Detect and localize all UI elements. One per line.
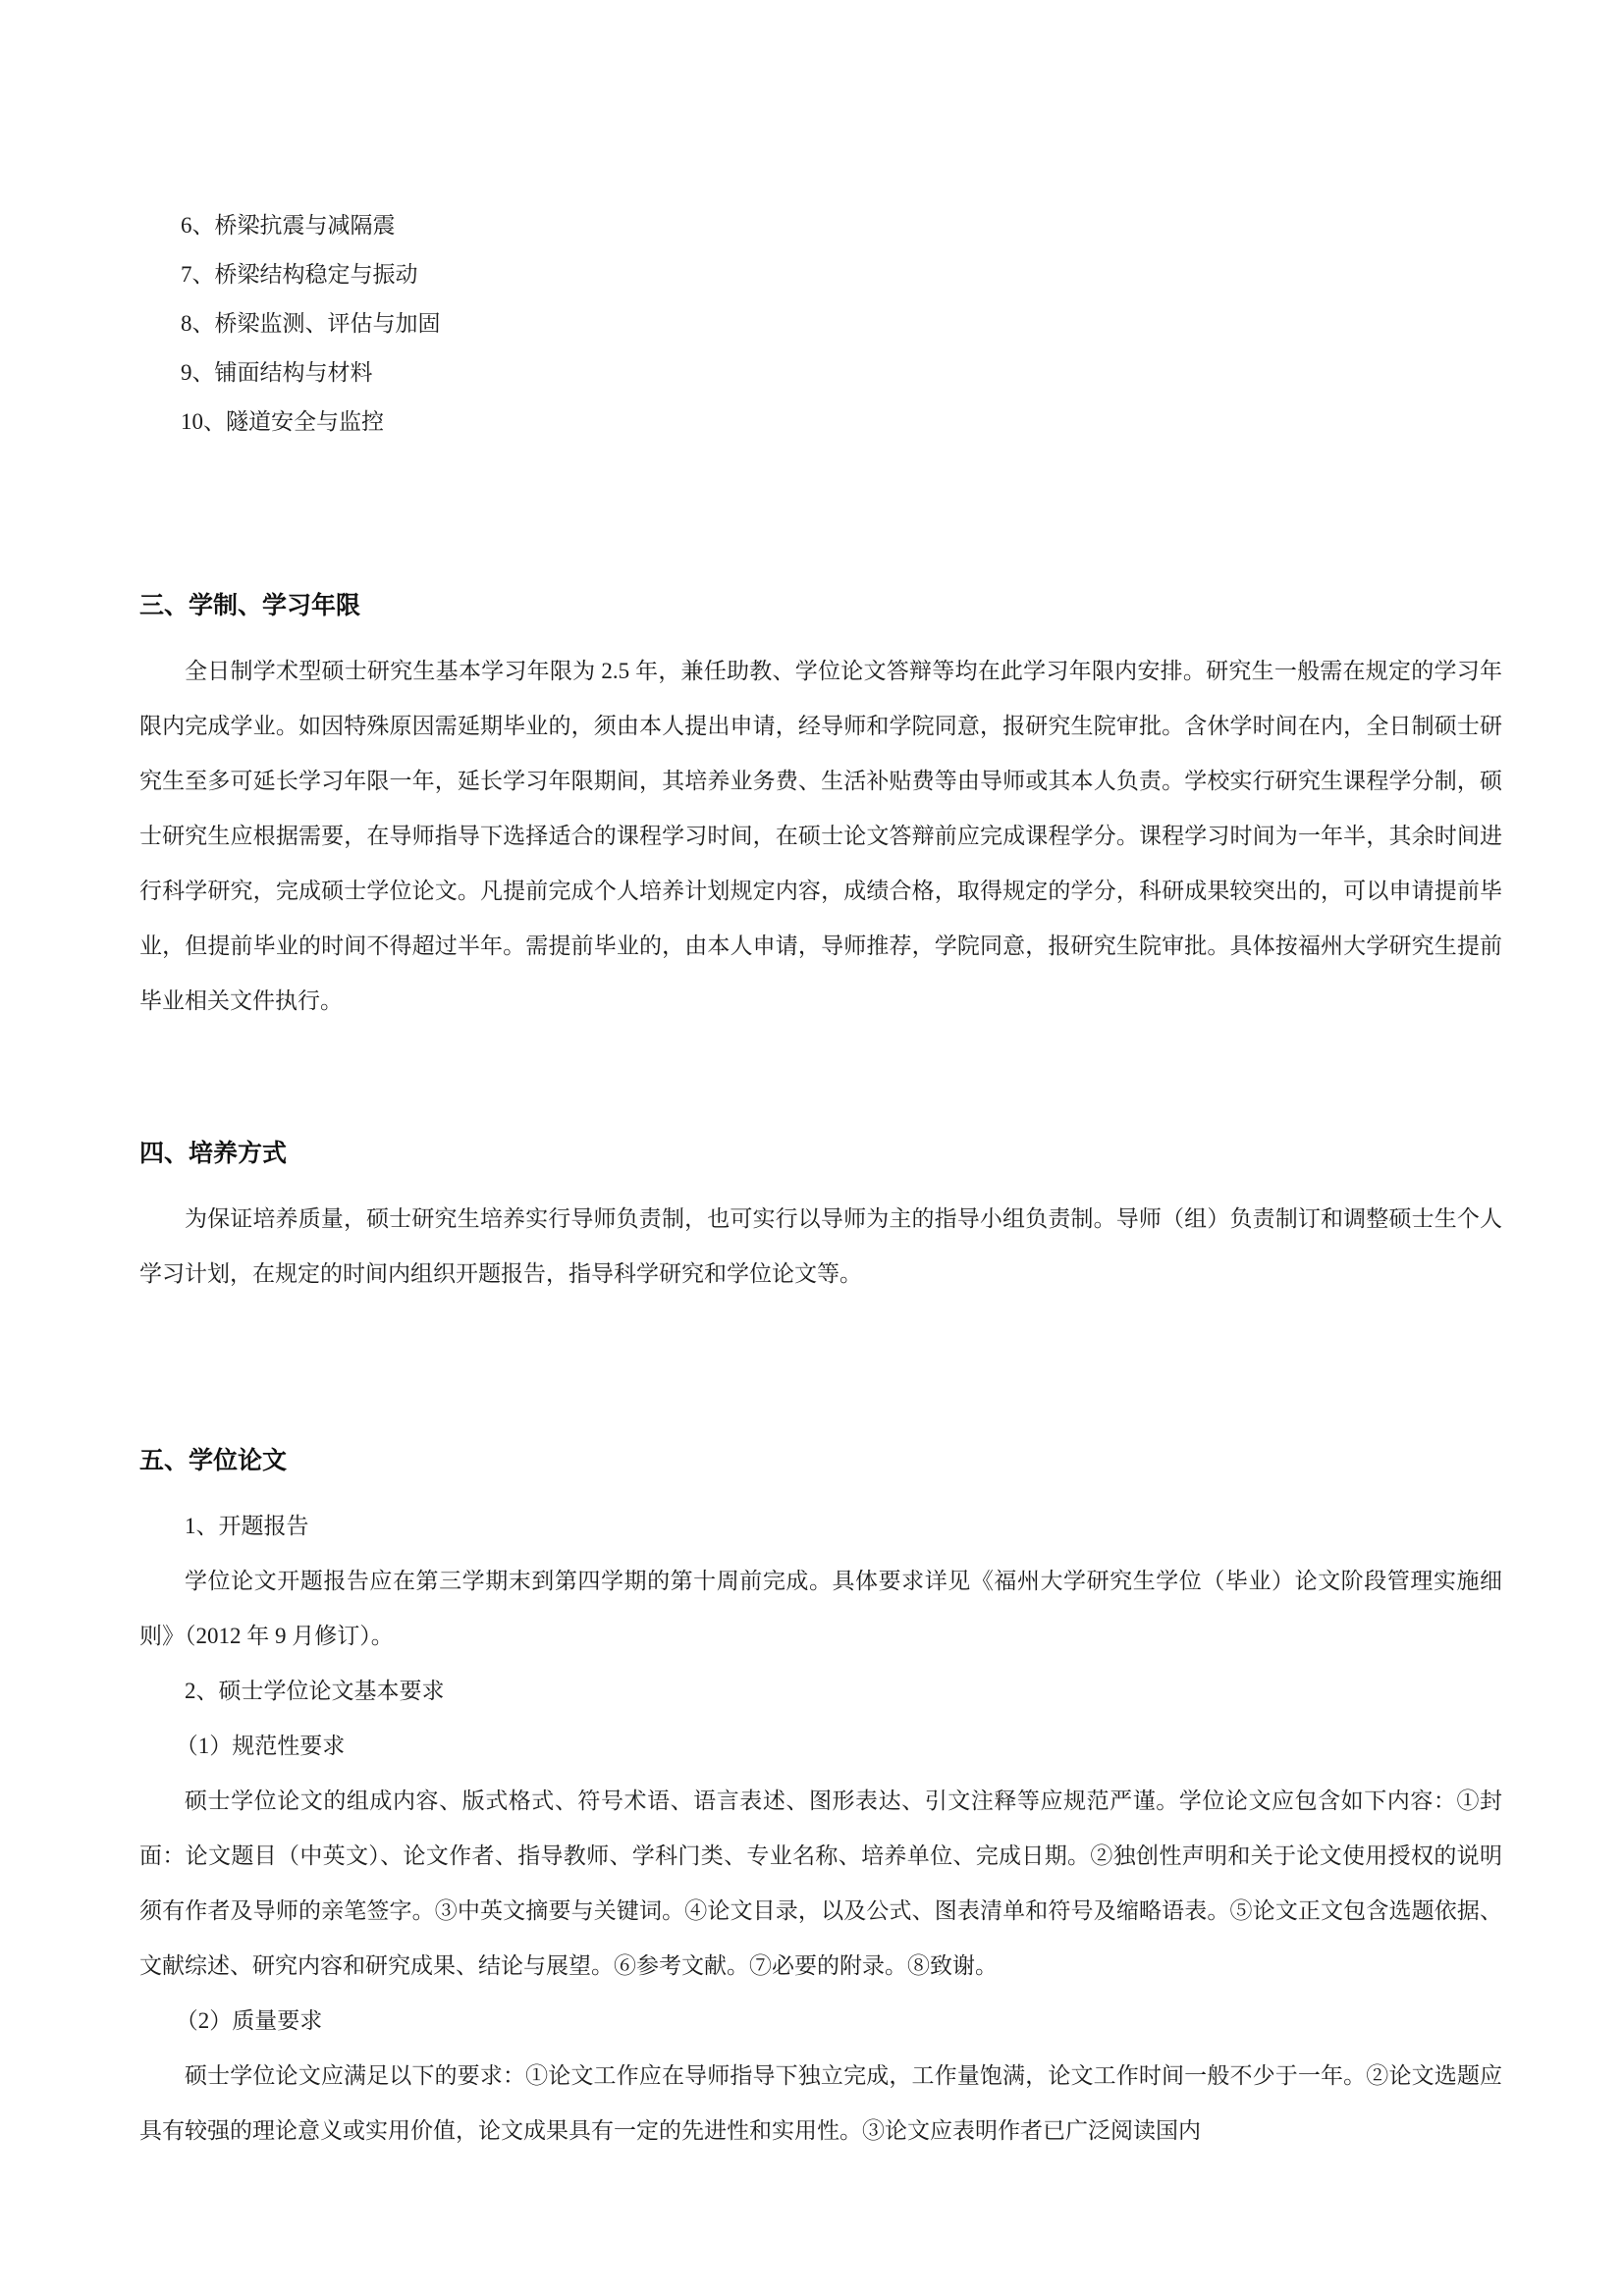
section-heading-training-mode: 四、培养方式 xyxy=(139,1141,288,1167)
section-degree-thesis xyxy=(139,1442,1502,2159)
subsection-proposal-paragraph: 学位论文开题报告应在第三学期末到第四学期的第十周前完成。具体要求详见《福州大学研究生学位（毕业）论文阶段管理实施细则》（2012 年 9 月修订）。 xyxy=(139,1569,1502,1648)
subsubsection-quality-paragraph: 硕士学位论文应满足以下的要求：①论文工作应在导师指导下独立完成，工作量饱满，论文工作时间一般不少于一年。②论文选题应具有较强的理论意义或实用价值，论文成果具有一定的先进性和实用性。③论文应表明作者已广泛阅读国内 xyxy=(139,2063,1502,2143)
research-topics-list xyxy=(139,201,1502,447)
section-training-mode-paragraph: 为保证培养质量，硕士研究生培养实行导师负责制，也可实行以导师为主的指导小组负责制。导师（组）负责制订和调整硕士生个人学习计划，在规定的时间内组织开题报告，指导科学研究和学位论文等。 xyxy=(139,1206,1502,1286)
section-heading-study-length: 三、学制、学习年限 xyxy=(139,593,361,619)
topic-item-6: 6、桥梁抗震与减隔震 xyxy=(181,213,396,238)
subsection-title-thesis-requirements: 2、硕士学位论文基本要求 xyxy=(185,1679,445,1703)
topic-item-8: 8、桥梁监测、评估与加固 xyxy=(181,311,441,336)
subsection-title-proposal: 1、开题报告 xyxy=(185,1514,309,1538)
subsubsection-title-normative: （1）规范性要求 xyxy=(175,1734,346,1758)
subsubsection-title-quality: （2）质量要求 xyxy=(175,2008,323,2033)
subsubsection-normative-paragraph: 硕士学位论文的组成内容、版式格式、符号术语、语言表述、图形表达、引文注释等应规范严谨。学位论文应包含如下内容：①封面：论文题目（中英文）、论文作者、指导教师、学科门类、专业名称、培养单位、完成日期。②独创性声明和关于论文使用授权的说明须有作者及导师的亲笔签字。③中英文摘要与关键词。④论文目录，以及公式、图表清单和符号及缩略语表。⑤论文正文包含选题依据、文献综述、研究内容和研究成果、结论与展望。⑥参考文献。⑦必要的附录。⑧致谢。 xyxy=(139,1789,1502,1978)
topic-item-7: 7、桥梁结构稳定与振动 xyxy=(181,262,418,287)
section-heading-degree-thesis: 五、学位论文 xyxy=(139,1448,288,1474)
topic-item-10: 10、隧道安全与监控 xyxy=(181,409,384,434)
topic-item-9: 9、铺面结构与材料 xyxy=(181,360,373,385)
section-study-length-paragraph: 全日制学术型硕士研究生基本学习年限为 2.5 年，兼任助教、学位论文答辩等均在此学习年限内安排。研究生一般需在规定的学习年限内完成学业。如因特殊原因需延期毕业的，须由本人提出申请，经导师和学院同意，报研究生院审批。含休学时间在内，全日制硕士研究生至多可延长学习年限一年，延长学习年限期间，其培养业务费、生活补贴费等由导师或其本人负责。学校实行研究生课程学分制，硕士研究生应根据需要，在导师指导下选择适合的课程学习时间，在硕士论文答辩前应完成课程学分。课程学习时间为一年半，其余时间进行科学研究，完成硕士学位论文。凡提前完成个人培养计划规定内容，成绩合格，取得规定的学分，科研成果较突出的，可以申请提前毕业，但提前毕业的时间不得超过半年。需提前毕业的，由本人申请，导师推荐，学院同意，报研究生院审批。具体按福州大学研究生提前毕业相关文件执行。 xyxy=(139,659,1502,1013)
section-training-mode xyxy=(139,1135,1502,1302)
section-study-length xyxy=(139,587,1502,1029)
